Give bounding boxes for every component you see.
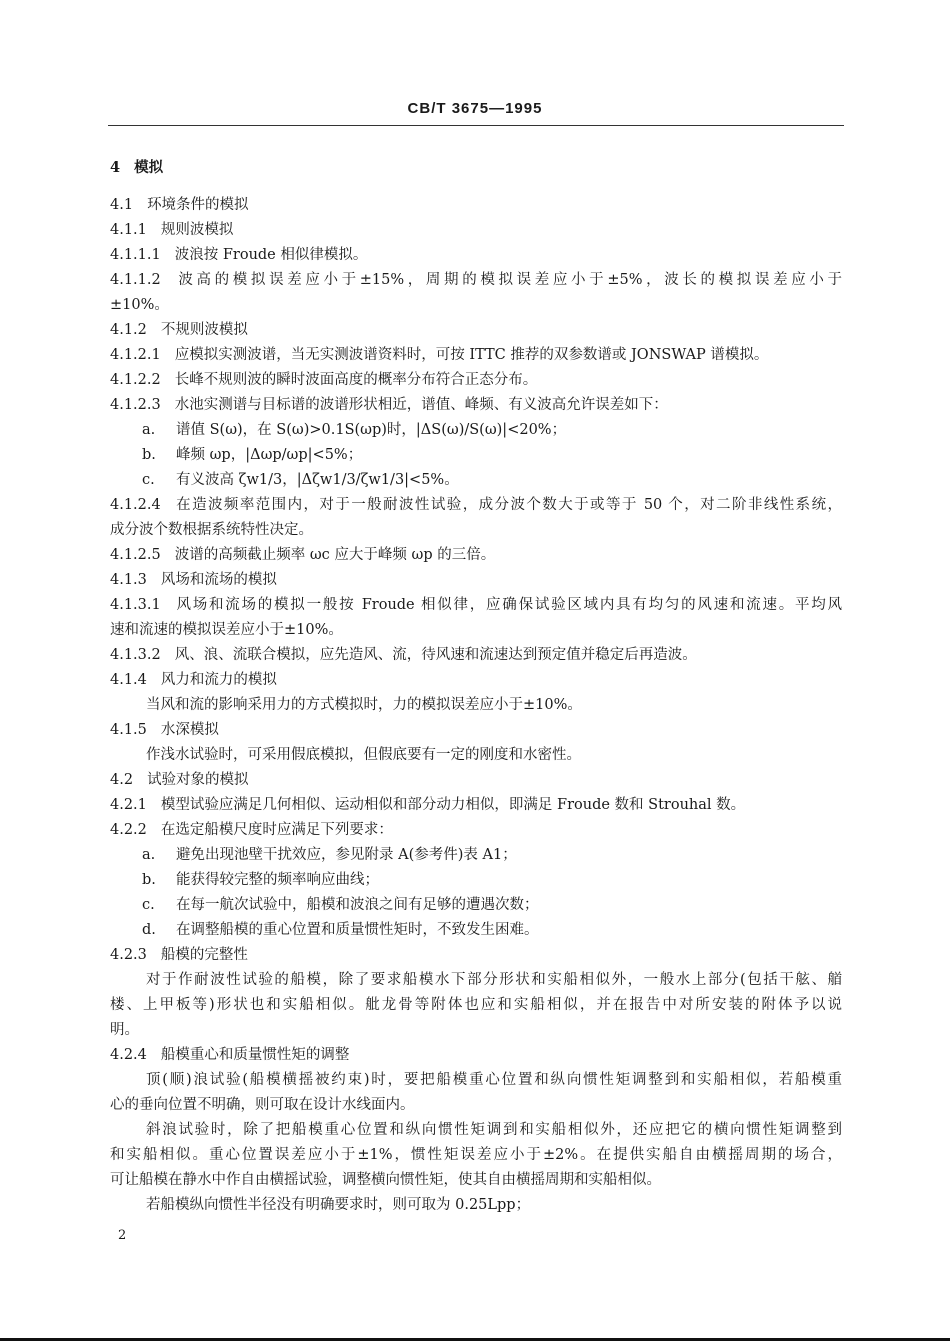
clause-continuation: ±10%。 (110, 297, 169, 313)
list-item: a. 避免出现池壁干扰效应，参见附录 A(参考件)表 A1； (142, 847, 517, 863)
document-code: CB/T 3675—1995 (407, 100, 543, 117)
clause: 4.1.2 不规则波模拟 (110, 322, 248, 338)
paragraph-continuation: 可让船模在静水中作自由横摇试验，调整横向惯性矩，使其自由横摇周期和实船相似。 (110, 1172, 661, 1188)
clause-continuation: 速和流速的模拟误差应小于±10%。 (110, 622, 343, 638)
paragraph: 斜浪试验时，除了把船模重心位置和纵向惯性矩调到和实船相似外，还应把它的横向惯性矩调整到 (146, 1122, 842, 1138)
paragraph: 若船模纵向惯性半径没有明确要求时，则可取为 0.25Lpp； (146, 1197, 531, 1213)
clause: 4.2.1 模型试验应满足几何相似、运动相似和部分动力相似，即满足 Froude 数和 Strouhal 数。 (110, 797, 746, 813)
scan-edge (0, 1338, 950, 1341)
paragraph: 作浅水试验时，可采用假底模拟，但假底要有一定的刚度和水密性。 (146, 747, 581, 763)
clause: 4.2.4 船模重心和质量惯性矩的调整 (110, 1047, 350, 1063)
list-item: d. 在调整船模的重心位置和质量惯性矩时，不致发生困难。 (142, 922, 539, 938)
paragraph: 顶(顺)浪试验(船模横摇被约束)时，要把船模重心位置和纵向惯性矩调整到和实船相似，若船模重 (146, 1072, 842, 1088)
clause: 4.1.1 规则波模拟 (110, 222, 234, 238)
list-item: a. 谱值 S(ω)，在 S(ω)>0.1S(ωp)时，|ΔS(ω)/S(ω)|<20%； (142, 422, 567, 438)
clause: 4.1.5 水深模拟 (110, 722, 219, 738)
list-item: c. 在每一航次试验中，船模和波浪之间有足够的遭遇次数； (142, 897, 539, 913)
paragraph: 对于作耐波性试验的船模，除了要求船模水下部分形状和实船相似外，一般水上部分(包括干舷、艏 (146, 972, 842, 988)
paragraph-continuation: 楼、上甲板等)形状也和实船相似。舭龙骨等附体也应和实船相似，并在报告中对所安装的附体予以说 (110, 997, 842, 1013)
clause: 4.1.2.3 水池实测谱与目标谱的波谱形状相近，谱值、峰频、有义波高允许误差如下： (110, 397, 668, 413)
paragraph-continuation: 和实船相似。重心位置误差应小于±1%，惯性矩误差应小于±2%。在提供实船自由横摇周期的场合， (110, 1147, 842, 1163)
clause: 4.1.1.2 波高的模拟误差应小于±15%，周期的模拟误差应小于±5%，波长的模拟误差应小于 (110, 272, 842, 288)
section-heading: 4 模拟 (110, 159, 164, 176)
clause: 4.1.2.4 在造波频率范围内，对于一般耐波性试验，成分波个数大于或等于 50 个，对二阶非线性系统， (110, 497, 842, 513)
clause: 4.1.4 风力和流力的模拟 (110, 672, 277, 688)
page-number: 2 (118, 1228, 127, 1243)
clause: 4.1 环境条件的模拟 (110, 197, 249, 213)
clause: 4.1.3.2 风、浪、流联合模拟，应先造风、流，待风速和流速达到预定值并稳定后再造波。 (110, 647, 697, 663)
list-item: b. 能获得较完整的频率响应曲线； (142, 872, 379, 888)
list-item: b. 峰频 ωp，|Δωp/ωp|<5%； (142, 447, 363, 463)
list-item: c. 有义波高 ζw1/3，|Δζw1/3/ζw1/3|<5%。 (142, 472, 459, 488)
clause: 4.1.3 风场和流场的模拟 (110, 572, 277, 588)
clause: 4.1.3.1 风场和流场的模拟一般按 Froude 相似律，应确保试验区域内具有均匀的风速和流速。平均风 (110, 597, 842, 613)
clause: 4.1.2.1 应模拟实测波谱，当无实测波谱资料时，可按 ITTC 推荐的双参数谱或 JONSWAP 谱模拟。 (110, 347, 769, 363)
clause: 4.2.2 在选定船模尺度时应满足下列要求： (110, 822, 393, 838)
paragraph-continuation: 心的垂向位置不明确，则可取在设计水线面内。 (110, 1097, 415, 1113)
clause: 4.1.2.5 波谱的高频截止频率 ωc 应大于峰频 ωp 的三倍。 (110, 547, 496, 563)
clause: 4.1.1.1 波浪按 Froude 相似律模拟。 (110, 247, 368, 263)
clause: 4.2 试验对象的模拟 (110, 772, 249, 788)
clause: 4.1.2.2 长峰不规则波的瞬时波面高度的概率分布符合正态分布。 (110, 372, 538, 388)
clause: 4.2.3 船模的完整性 (110, 947, 248, 963)
header-rule (108, 125, 844, 126)
paragraph: 当风和流的影响采用力的方式模拟时，力的模拟误差应小于±10%。 (146, 697, 582, 713)
paragraph-continuation: 明。 (110, 1022, 139, 1038)
clause-continuation: 成分波个数根据系统特性决定。 (110, 522, 313, 538)
